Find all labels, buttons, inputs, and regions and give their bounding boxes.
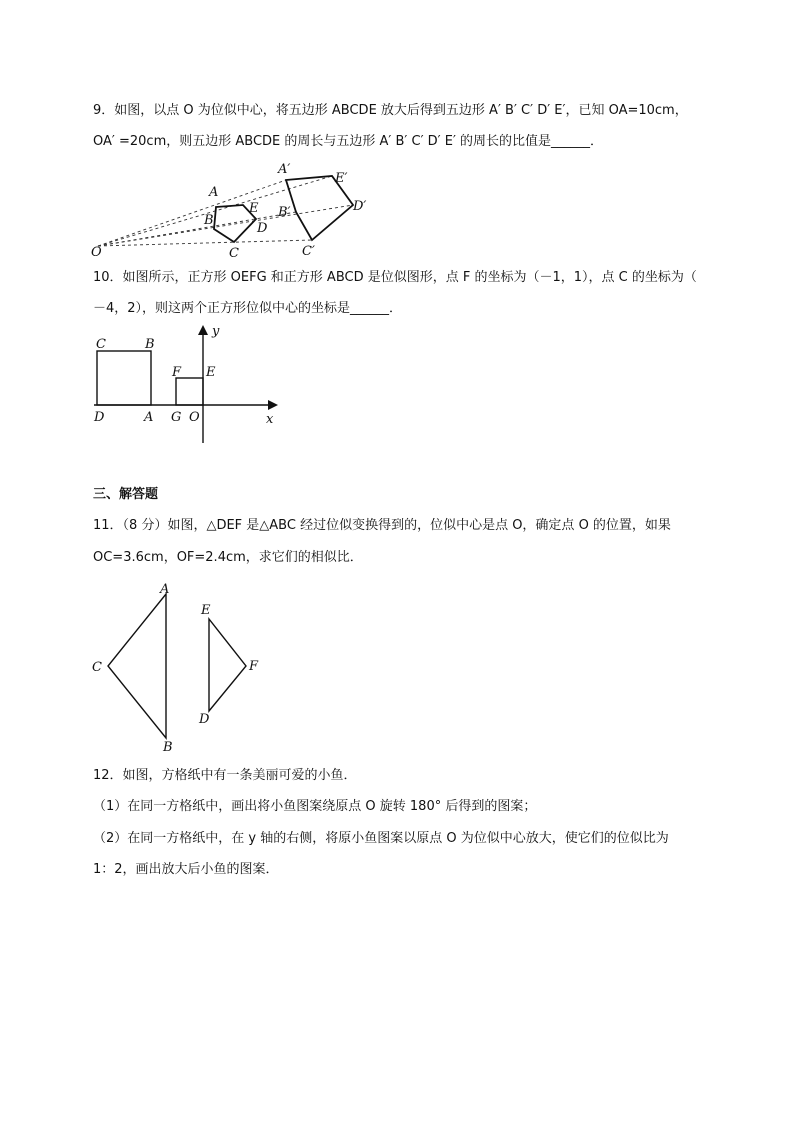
q10-text-line1: 10．如图所示，正方形 OEFG 和正方形 ABCD 是位似图形，点 F 的坐标为（－1，1），点 C 的坐标为（ <box>93 270 697 285</box>
q10-label-C: C <box>96 337 106 352</box>
q9-label-D-prime: D′ <box>353 199 367 214</box>
q10-label-D: D <box>94 410 105 425</box>
q11-label-F: F <box>249 659 259 674</box>
triangle-ABC <box>108 594 166 738</box>
q9-label-C-prime: C′ <box>302 244 315 259</box>
q9-text-line2: OA′ =20cm，则五边形 ABCDE 的周长与五边形 A′ B′ C′ D′ E′ 的周长的比值是______． <box>93 134 604 149</box>
q10-text-line2: －4，2），则这两个正方形位似中心的坐标是______． <box>93 301 403 316</box>
q10-label-y: y <box>212 324 220 339</box>
q9-label-E-prime: E′ <box>335 171 348 186</box>
q9-label-B-prime: B′ <box>278 205 291 220</box>
q10-label-O: O <box>189 410 200 425</box>
q11-text-line1: 11．（8 分）如图，△DEF 是△ABC 经过位似变换得到的，位似中心是点 O，确定点 O 的位置，如果 <box>93 518 671 533</box>
q11-label-D: D <box>199 712 210 727</box>
q11-label-A: A <box>160 582 170 597</box>
q11-label-E: E <box>201 603 211 618</box>
q11-text-line2: OC=3.6cm，OF=2.4cm，求它们的相似比． <box>93 550 363 565</box>
triangle-DEF <box>209 619 246 711</box>
q9-text-line1: 9．如图，以点 O 为位似中心，将五边形 ABCDE 放大后得到五边形 A′ B′ C′ D′ E′，已知 OA=10cm， <box>93 103 688 118</box>
q10-label-x: x <box>266 412 274 427</box>
q10-label-B: B <box>145 337 155 352</box>
q9-label-D: D <box>257 221 268 236</box>
q9-label-C: C <box>229 246 239 261</box>
q9-label-E: E <box>249 201 259 216</box>
q9-label-O: O <box>91 245 102 260</box>
q9-label-A: A <box>209 185 219 200</box>
q12-text-line1: 12．如图，方格纸中有一条美丽可爱的小鱼． <box>93 768 357 783</box>
q10-label-A: A <box>144 410 154 425</box>
q12-text-line4: 1：2，画出放大后小鱼的图案． <box>93 862 279 877</box>
q11-label-B: B <box>163 740 173 755</box>
q10-label-F: F <box>172 365 182 380</box>
q11-label-C: C <box>92 660 102 675</box>
q9-label-B: B <box>204 213 214 228</box>
section-3-heading: 三、解答题 <box>93 487 159 502</box>
q12-text-line3: （2）在同一方格纸中，在 y 轴的右侧，将原小鱼图案以原点 O 为位似中心放大，使它们的位似比为 <box>93 831 669 846</box>
q10-label-E: E <box>206 365 216 380</box>
q9-label-A-prime: A′ <box>278 162 291 177</box>
q12-text-line2: （1）在同一方格纸中，画出将小鱼图案绕原点 O 旋转 180° 后得到的图案； <box>93 799 537 814</box>
q10-label-G: G <box>171 410 182 425</box>
